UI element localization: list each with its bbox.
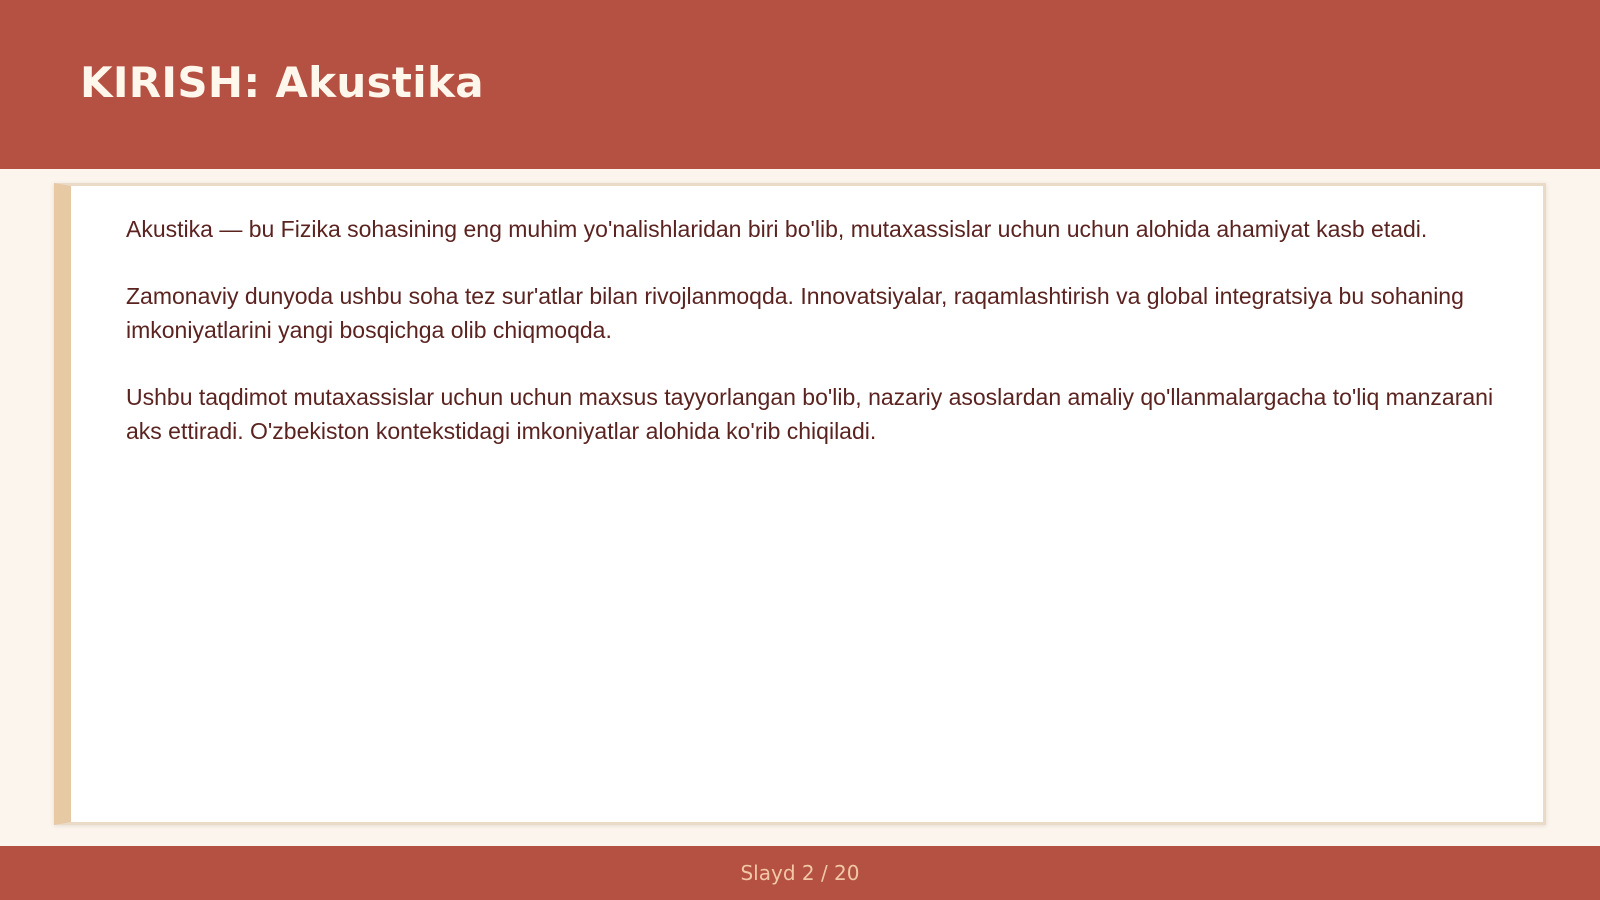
slide-title: KIRISH: Akustika <box>80 58 484 107</box>
paragraph-3: Ushbu taqdimot mutaxassislar uchun uchun maxsus tayyorlangan bo'lib, nazariy asoslardan amaliy qo'llanmalargacha to'liq manzarani aks ettiradi. O'zbekiston kontekstidagi imkoniyatlar alohida ko'rib chiqiladi. <box>126 384 1494 444</box>
slide-footer <box>0 846 1600 900</box>
content-card <box>54 183 1546 825</box>
slide-number: Slayd 2 / 20 <box>740 861 860 885</box>
slide-header <box>0 0 1600 169</box>
paragraph-1: Akustika — bu Fizika sohasining eng muhim yo'nalishlaridan biri bo'lib, mutaxassislar uchun uchun alohida ahamiyat kasb etadi. <box>126 216 1428 242</box>
paragraph-2: Zamonaviy dunyoda ushbu soha tez sur'atlar bilan rivojlanmoqda. Innovatsiyalar, raqamlashtirish va global integratsiya bu sohaning imkoniyatlarini yangi bosqichga olib chiqmoqda. <box>126 283 1464 343</box>
content-body <box>126 212 1496 481</box>
